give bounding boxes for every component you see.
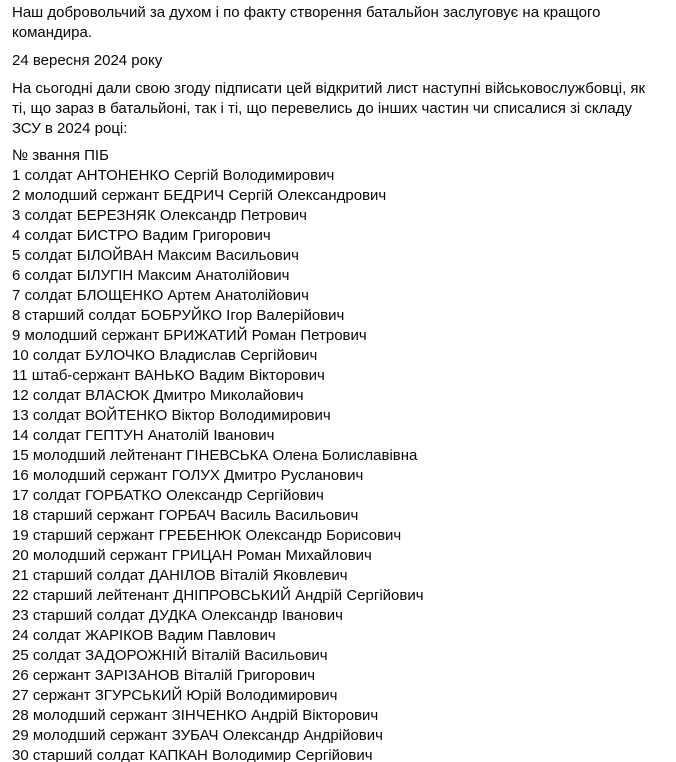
list-item: 16 молодший сержант ГОЛУХ Дмитро Русланович [12,467,364,484]
list-item: 1 солдат АНТОНЕНКО Сергій Володимирович [12,167,335,184]
list-item: 27 сержант ЗГУРСЬКИЙ Юрій Володимирович [12,687,338,704]
list-item: 11 штаб-сержант ВАНЬКО Вадим Вікторович [12,367,325,384]
list-item: 28 молодший сержант ЗІНЧЕНКО Андрій Вікторович [12,707,379,724]
list-item: 10 солдат БУЛОЧКО Владислав Сергійович [12,347,318,364]
list-item: 13 солдат ВОЙТЕНКО Віктор Володимирович [12,407,331,424]
list-item: 30 старший солдат КАПКАН Володимир Сергійович [12,747,373,762]
list-item: 12 солдат ВЛАСЮК Дмитро Миколайович [12,387,304,404]
list-item: 6 солдат БІЛУГІН Максим Анатолійович [12,267,290,284]
post-content [0,3,676,762]
list-item: 8 старший солдат БОБРУЙКО Ігор Валерійович [12,307,345,324]
list-item: 26 сержант ЗАРІЗАНОВ Віталій Григорович [12,667,316,684]
list-item: 9 молодший сержант БРИЖАТИЙ Роман Петрович [12,327,367,344]
list-item: 15 молодший лейтенант ГІНЕВСЬКА Олена Болиславівна [12,447,418,464]
list-item: 3 солдат БЕРЕЗНЯК Олександр Петрович [12,207,307,224]
list-item: 20 молодший сержант ГРИЦАН Роман Михайлович [12,547,372,564]
signatories-list [12,146,664,762]
list-header: № звання ПІБ [12,147,109,164]
list-item: 21 старший солдат ДАНІЛОВ Віталій Яковлевич [12,567,348,584]
list-item: 7 солдат БЛОЩЕНКО Артем Анатолійович [12,287,309,304]
intro-paragraph: Наш добровольчий за духом і по факту створення батальйон заслуговує на кращого командира. [12,4,601,41]
list-item: 29 молодший сержант ЗУБАЧ Олександр Андрійович [12,727,383,744]
list-item: 4 солдат БИСТРО Вадим Григорович [12,227,271,244]
list-item: 18 старший сержант ГОРБАЧ Василь Васильович [12,507,359,524]
list-item: 22 старший лейтенант ДНІПРОВСЬКИЙ Андрій Сергійович [12,587,424,604]
list-item: 2 молодший сержант БЕДРИЧ Сергій Олександрович [12,187,387,204]
list-item: 19 старший сержант ГРЕБЕНЮК Олександр Борисович [12,527,402,544]
list-item: 5 солдат БІЛОЙВАН Максим Васильович [12,247,299,264]
body-paragraph: На сьогодні дали свою згоду підписати цей відкритий лист наступні військовослужбовці, як ті, що зараз в батальйоні, так і ті, що перевелись до інших частин чи списалися зі складу ЗСУ в 2024 році: [12,80,646,137]
date-paragraph: 24 вересня 2024 року [12,52,163,69]
list-item: 23 старший солдат ДУДКА Олександр Іванович [12,607,343,624]
list-item: 24 солдат ЖАРІКОВ Вадим Павлович [12,627,276,644]
list-items [12,166,664,762]
list-item: 14 солдат ГЕПТУН Анатолій Іванович [12,427,275,444]
list-item: 17 солдат ГОРБАТКО Олександр Сергійович [12,487,324,504]
list-item: 25 солдат ЗАДОРОЖНІЙ Віталій Васильович [12,647,328,664]
